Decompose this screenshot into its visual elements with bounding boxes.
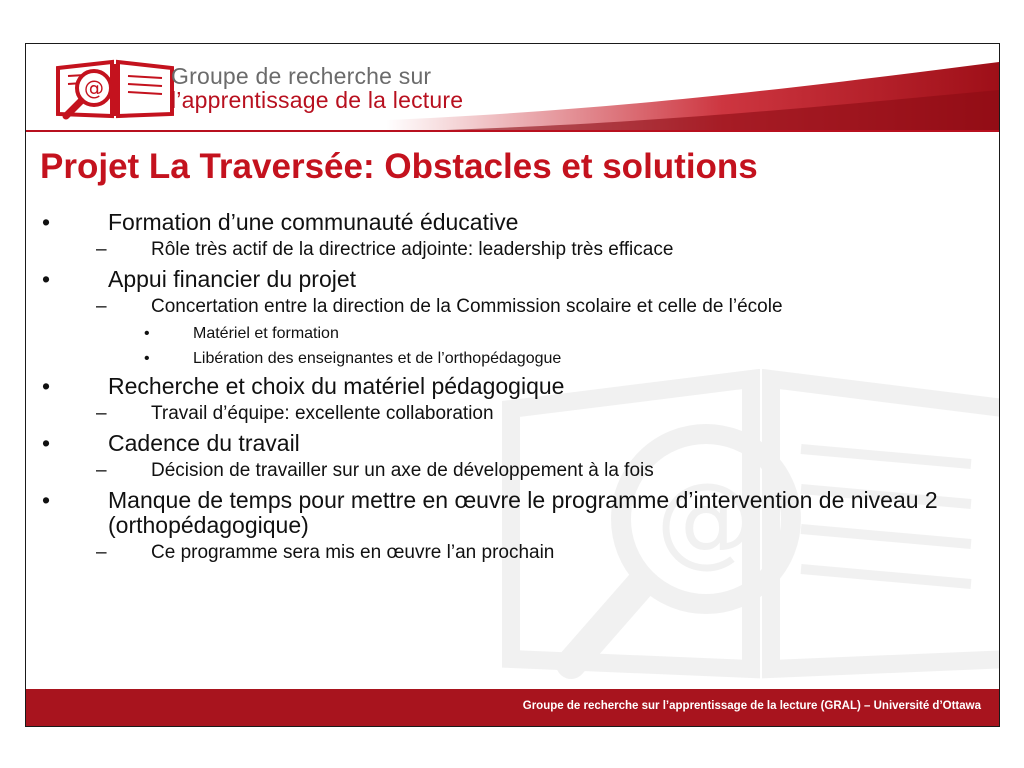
- gral-logo-icon: [54, 58, 176, 120]
- bullet-text: Appui financier du projet: [108, 266, 357, 292]
- bullet-text: Recherche et choix du matériel pédagogique: [108, 373, 565, 399]
- bullet-text: Travail d’équipe: excellente collaboration: [151, 403, 494, 424]
- bullet-marker: •: [42, 209, 51, 235]
- bullet-marker: •: [42, 373, 51, 399]
- slide-footer: [26, 689, 999, 726]
- bullet-text: Manque de temps pour mettre en œuvre le programme d’intervention de niveau 2 (orthopédagogique): [108, 487, 938, 538]
- bullet-item-level3: [26, 324, 999, 343]
- bullet-list: [26, 204, 999, 564]
- org-name-line1: Groupe de recherche sur: [171, 63, 432, 89]
- bullet-item-level3: [26, 349, 999, 368]
- bullet-item-level2: [26, 542, 999, 564]
- org-name-line2: l’apprentissage de la lecture: [171, 87, 464, 113]
- bullet-item-level1: [26, 267, 999, 292]
- bullet-marker: –: [96, 296, 107, 317]
- bullet-marker: –: [96, 460, 107, 481]
- bullet-item-level2: [26, 239, 999, 261]
- bullet-marker: –: [96, 542, 107, 563]
- bullet-text: Matériel et formation: [193, 325, 339, 342]
- bullet-item-level1: [26, 210, 999, 235]
- bullet-text: Concertation entre la direction de la Commission scolaire et celle de l’école: [151, 296, 783, 317]
- bullet-marker: –: [96, 239, 107, 260]
- bullet-text: Ce programme sera mis en œuvre l’an prochain: [151, 542, 555, 563]
- slide-title: Projet La Traversée: Obstacles et solutions: [40, 147, 758, 186]
- bullet-text: Libération des enseignantes et de l’orthopédagogue: [193, 350, 562, 367]
- bullet-item-level1: [26, 488, 999, 538]
- org-name: [171, 65, 463, 112]
- bullet-marker: •: [42, 266, 51, 292]
- bullet-item-level2: [26, 460, 999, 482]
- bullet-item-level2: [26, 296, 999, 318]
- bullet-marker: •: [42, 430, 51, 456]
- slide-header: [26, 44, 999, 132]
- bullet-text: Formation d’une communauté éducative: [108, 209, 519, 235]
- svg-text:@: @: [656, 461, 756, 578]
- bullet-marker: •: [144, 350, 150, 367]
- svg-text:@: @: [84, 76, 104, 100]
- bullet-item-level1: [26, 374, 999, 399]
- bullet-marker: –: [96, 403, 107, 424]
- bullet-item-level1: [26, 431, 999, 456]
- bullet-marker: •: [42, 487, 51, 513]
- bullet-text: Cadence du travail: [108, 430, 300, 456]
- bullet-text: Décision de travailler sur un axe de développement à la fois: [151, 460, 654, 481]
- slide: [25, 43, 1000, 727]
- bullet-marker: •: [144, 325, 150, 342]
- bullet-text: Rôle très actif de la directrice adjointe: leadership très efficace: [151, 239, 674, 260]
- footer-credit: Groupe de recherche sur l’apprentissage de la lecture (GRAL) – Université d’Ottawa: [522, 700, 981, 712]
- bullet-item-level2: [26, 403, 999, 425]
